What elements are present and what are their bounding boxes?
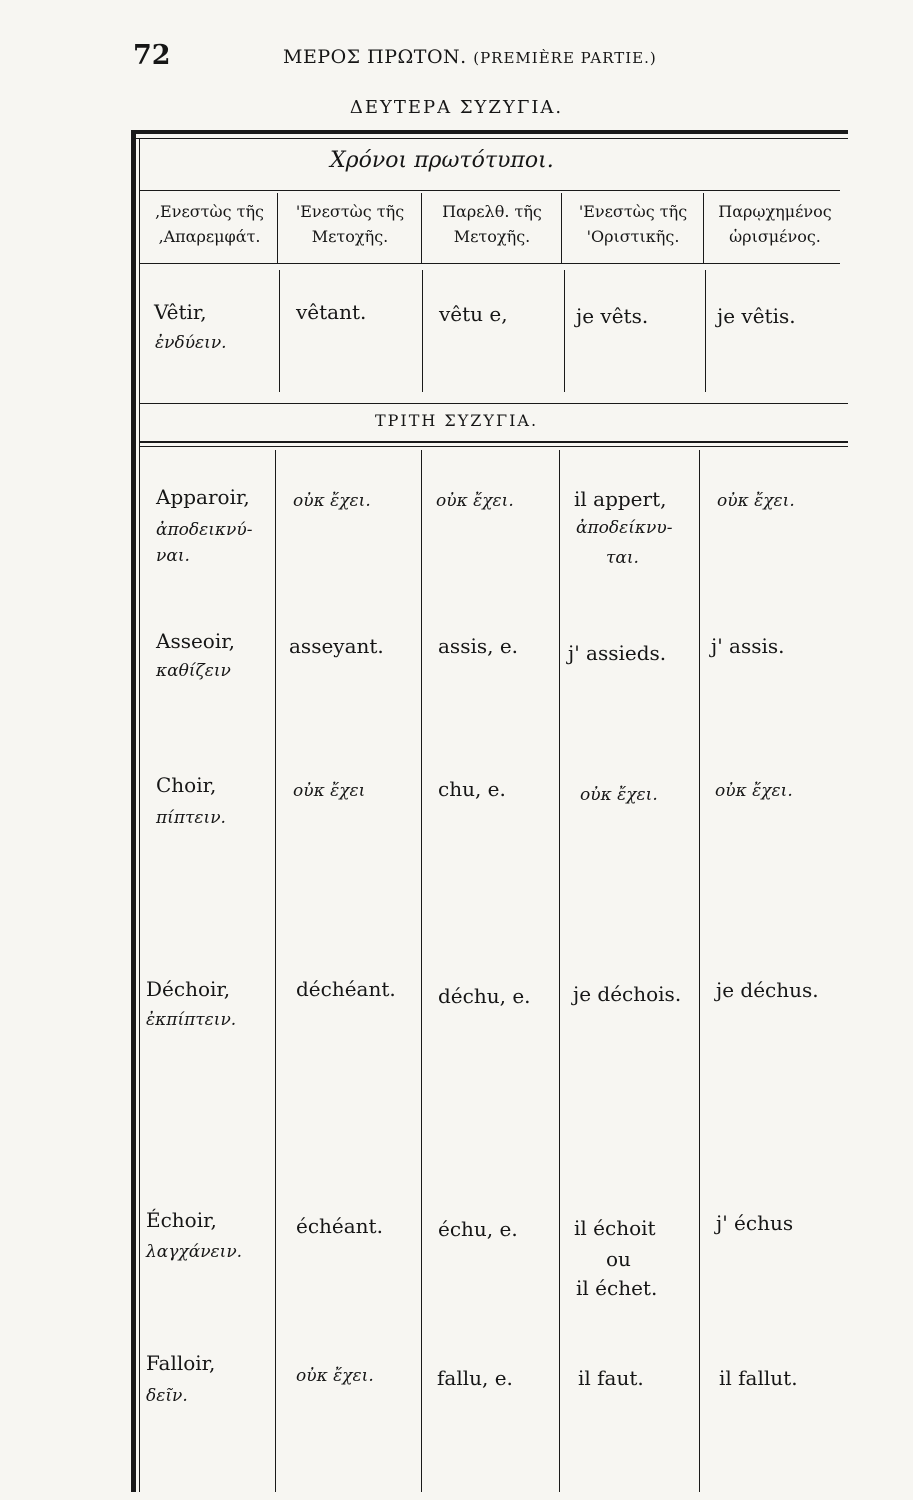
header-past-definite-line-1: Παρῳχημένος bbox=[718, 202, 832, 221]
header-past-definite-line-2: ὡρισμένος. bbox=[729, 226, 821, 246]
row-dechoir-present-indicative: je déchois. bbox=[573, 982, 682, 1006]
row-vetir-greek: ἐνδύειν. bbox=[155, 333, 227, 353]
row-choir-past-participle: chu, e. bbox=[438, 777, 506, 801]
row-apparoir-present-indicative-3: ται. bbox=[606, 548, 639, 568]
row-apparoir-past-participle: οὐκ ἔχει. bbox=[436, 491, 514, 511]
header-divider-1 bbox=[277, 193, 278, 263]
header-divider-4 bbox=[703, 193, 704, 263]
row-falloir-infinitive: Falloir, bbox=[146, 1351, 216, 1375]
page-number: 72 bbox=[133, 40, 171, 71]
header-present-participle-line-2: Μετοχῆς. bbox=[311, 226, 389, 246]
header-present-participle-line-1: 'Ενεστὼς τῆς bbox=[295, 202, 405, 221]
row-vetir-past-definite: je vêtis. bbox=[717, 304, 796, 328]
running-head-greek: ΜΕΡΟΣ ΠΡΩΤΟΝ. bbox=[283, 46, 467, 68]
header-infinitive-line-1: ‚Ενεστὼς τῆς bbox=[154, 202, 265, 221]
row-asseoir-past-definite: j' assis. bbox=[711, 634, 785, 658]
row-dechoir-past-participle: déchu, e. bbox=[438, 984, 531, 1008]
row-dechoir-greek: ἐκπίπτειν. bbox=[146, 1010, 237, 1030]
header-present-indicative bbox=[563, 200, 703, 250]
row-asseoir-infinitive: Asseoir, bbox=[156, 629, 235, 653]
section-title: ΔΕΥΤΕΡΑ ΣΥΖΥΓΙΑ. bbox=[349, 97, 564, 118]
row-asseoir-present-indicative: j' assieds. bbox=[568, 641, 667, 665]
row-apparoir-present-indicative-1: il appert, bbox=[574, 487, 667, 511]
sec2-divider-2 bbox=[422, 270, 423, 392]
row-vetir-present-indicative: je vêts. bbox=[576, 304, 649, 328]
row-vetir-present-participle: vêtant. bbox=[296, 300, 367, 324]
row-echoir-present-indicative-2: ou bbox=[606, 1247, 631, 1271]
row-choir-present-participle: οὐκ ἔχει bbox=[293, 781, 366, 801]
row-apparoir-infinitive: Apparoir, bbox=[156, 485, 250, 509]
sec3-divider-3 bbox=[559, 450, 560, 1492]
row-echoir-past-definite: j' échus bbox=[716, 1211, 794, 1235]
sec2-divider-1 bbox=[279, 270, 280, 392]
header-present-indicative-line-1: 'Ενεστὼς τῆς bbox=[578, 202, 688, 221]
sec2-divider-3 bbox=[564, 270, 565, 392]
subsection-bottom-rule bbox=[140, 441, 848, 443]
header-infinitive bbox=[142, 200, 277, 250]
subsection-bottom-rule-thin bbox=[140, 446, 848, 447]
table-caption: Χρόνοι πρωτότυποι. bbox=[330, 148, 554, 173]
row-choir-greek: πίπτειν. bbox=[156, 808, 226, 828]
header-present-indicative-line-2: 'Οριστικῆς. bbox=[586, 226, 680, 246]
row-asseoir-past-participle: assis, e. bbox=[438, 634, 519, 658]
row-choir-infinitive: Choir, bbox=[156, 773, 217, 797]
header-past-participle-line-2: Μετοχῆς. bbox=[453, 226, 531, 246]
row-apparoir-greek: ἀποδεικνύ- ναι. bbox=[156, 520, 253, 567]
table-top-rule-thin bbox=[133, 138, 848, 139]
header-bottom-rule bbox=[140, 263, 840, 264]
header-infinitive-line-2: ‚Απαρεμφάτ. bbox=[158, 226, 261, 246]
subsection-title: ΤΡΙΤΗ ΣΥΖΥΓΙΑ. bbox=[374, 411, 539, 430]
sec3-divider-2 bbox=[421, 450, 422, 1492]
row-falloir-present-participle: οὐκ ἔχει. bbox=[296, 1366, 374, 1386]
row-choir-present-indicative: οὐκ ἔχει. bbox=[580, 785, 658, 805]
row-echoir-present-indicative-1: il échoit bbox=[574, 1216, 656, 1240]
subsection-top-rule bbox=[140, 403, 848, 404]
row-falloir-present-indicative: il faut. bbox=[578, 1366, 644, 1390]
header-present-participle bbox=[280, 200, 420, 250]
sec3-divider-4 bbox=[699, 450, 700, 1492]
header-divider-2 bbox=[421, 193, 422, 263]
row-echoir-greek: λαγχάνειν. bbox=[146, 1242, 243, 1262]
row-falloir-greek: δεῖν. bbox=[146, 1386, 188, 1406]
sec3-divider-1 bbox=[275, 450, 276, 1492]
row-vetir-infinitive: Vêtir, bbox=[154, 300, 207, 324]
header-past-participle-line-1: Παρελθ. τῆς bbox=[442, 202, 542, 221]
row-asseoir-greek: καθίζειν bbox=[156, 661, 231, 681]
row-asseoir-present-participle: asseyant. bbox=[289, 634, 384, 658]
sec2-divider-4 bbox=[705, 270, 706, 392]
row-apparoir-present-participle: οὐκ ἔχει. bbox=[293, 491, 371, 511]
row-falloir-past-participle: fallu, e. bbox=[437, 1366, 513, 1390]
header-divider-3 bbox=[561, 193, 562, 263]
row-dechoir-infinitive: Déchoir, bbox=[146, 977, 231, 1001]
table-top-rule bbox=[133, 130, 848, 134]
row-echoir-present-indicative-3: il échet. bbox=[576, 1276, 658, 1300]
running-head-french: (PREMIÈRE PARTIE.) bbox=[473, 49, 657, 67]
caption-rule bbox=[140, 190, 840, 191]
row-vetir-past-participle: vêtu e, bbox=[439, 302, 508, 326]
row-echoir-present-participle: échéant. bbox=[296, 1214, 383, 1238]
row-echoir-past-participle: échu, e. bbox=[438, 1217, 518, 1241]
row-dechoir-present-participle: déchéant. bbox=[296, 977, 396, 1001]
row-choir-past-definite: οὐκ ἔχει. bbox=[715, 781, 793, 801]
row-echoir-infinitive: Échoir, bbox=[146, 1208, 217, 1232]
table-left-border bbox=[131, 130, 136, 1492]
row-falloir-past-definite: il fallut. bbox=[719, 1366, 798, 1390]
row-apparoir-present-indicative-2: ἀποδείκνυ- bbox=[576, 518, 673, 538]
header-past-participle bbox=[423, 200, 561, 250]
row-dechoir-past-definite: je déchus. bbox=[716, 978, 819, 1002]
header-past-definite bbox=[705, 200, 845, 250]
row-apparoir-past-definite: οὐκ ἔχει. bbox=[717, 491, 795, 511]
running-head bbox=[283, 46, 657, 68]
table-left-border-inner bbox=[139, 138, 140, 1492]
